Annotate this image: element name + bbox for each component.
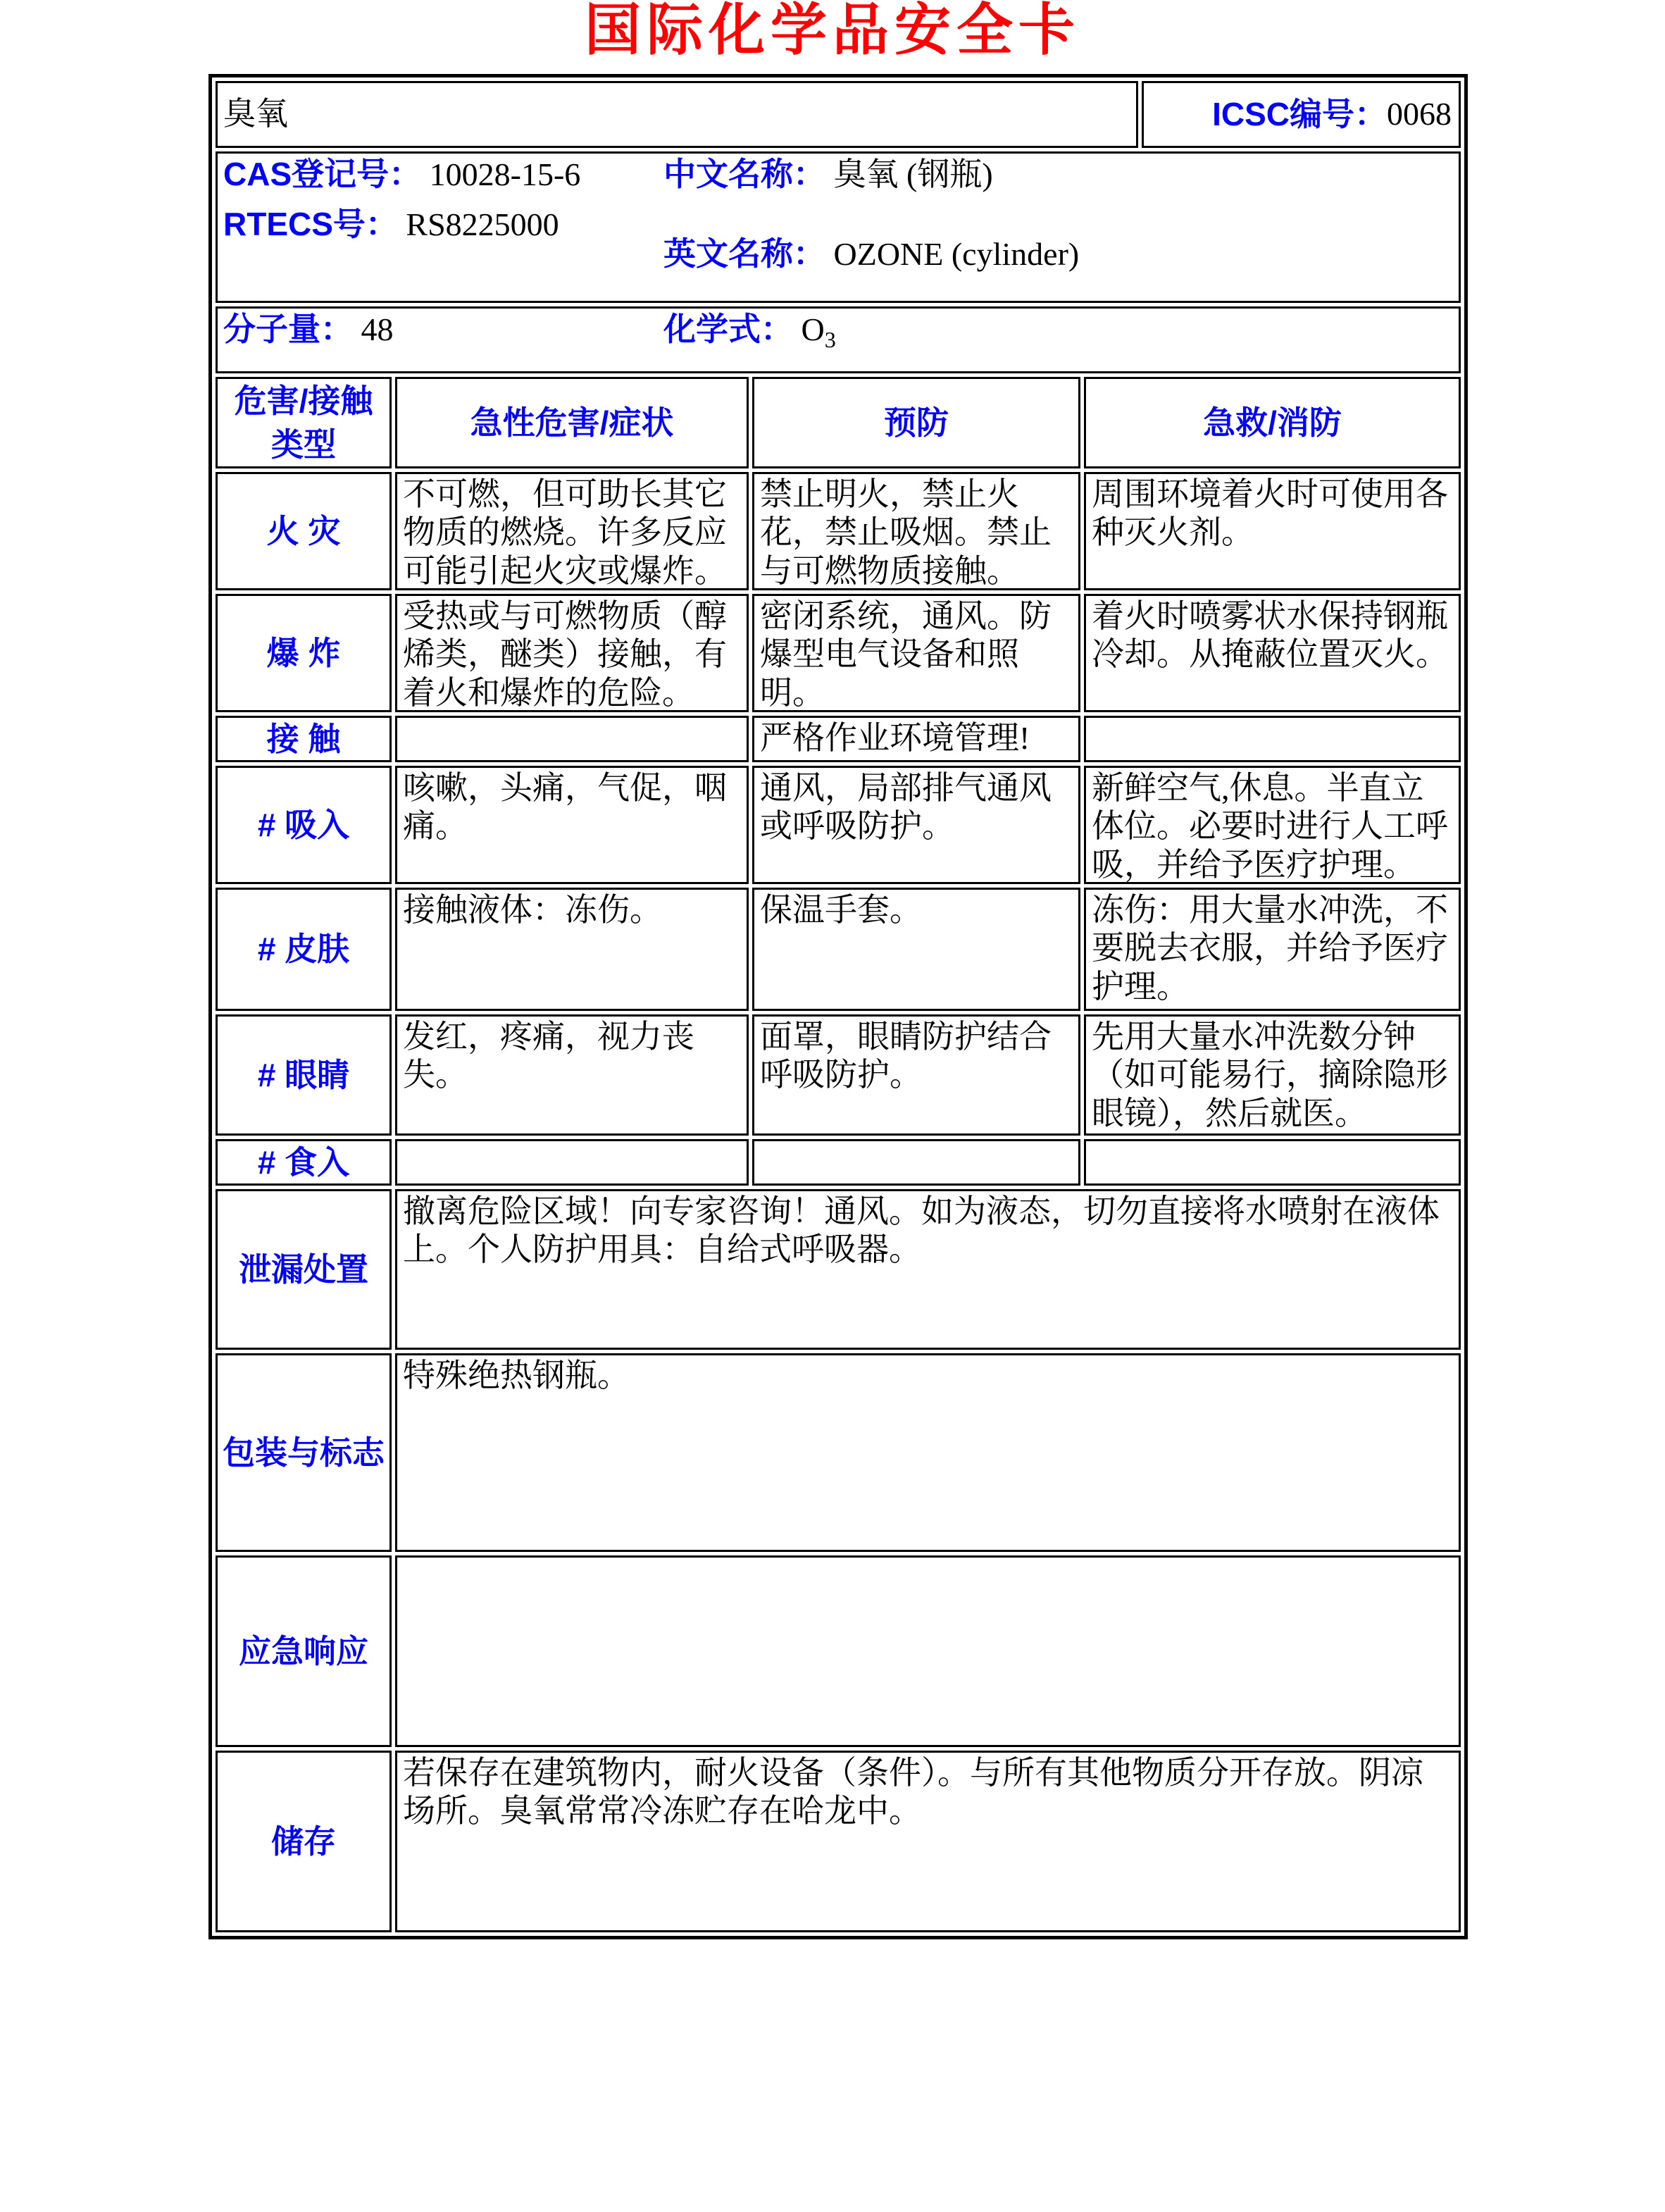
rtecs-line (223, 205, 663, 244)
substance-name-cell (216, 81, 1138, 148)
row-fire (216, 472, 1461, 590)
contact-prevention-cell: 严格作业环境管理! (752, 716, 1080, 762)
packaging-labelling-label: 包装与标志 (216, 1353, 392, 1552)
inhalation-symptoms-cell: 咳嗽，头痛，气促，咽痛。 (395, 766, 749, 884)
inhalation-first-aid-cell: 新鲜空气,休息。半直立体位。必要时进行人工呼吸，并给予医疗护理。 (1084, 766, 1461, 884)
row-identifiers (216, 151, 1461, 303)
rtecs-value: RS8225000 (406, 206, 559, 243)
eyes-first-aid-cell: 先用大量水冲洗数分钟（如可能易行，摘除隐形眼镜），然后就医。 (1084, 1014, 1461, 1136)
eyes-prevention-cell: 面罩，眼睛防护结合呼吸防护。 (752, 1014, 1080, 1136)
row-substance-name (216, 81, 1461, 148)
row-spill-disposal (216, 1189, 1461, 1350)
row-packaging-labelling (216, 1353, 1461, 1552)
row-storage (216, 1751, 1461, 1932)
header-hazard-type: 危害/接触 类型 (216, 377, 392, 468)
emergency-response-content (395, 1555, 1461, 1747)
registry-numbers-block (223, 155, 663, 244)
inhalation-prevention-cell: 通风，局部排气通风或呼吸防护。 (752, 766, 1080, 884)
header-symptoms: 急性危害/症状 (395, 377, 749, 468)
molecular-weight-line (223, 310, 663, 349)
substance-names-block (663, 155, 1453, 274)
icsc-number-value: 0068 (1387, 96, 1452, 132)
explosion-label: 爆 炸 (216, 594, 392, 712)
chemical-formula-label: 化学式： (663, 311, 793, 347)
row-inhalation (216, 766, 1461, 884)
page-title: 国际化学品安全卡 (585, 0, 1080, 62)
contact-label: 接 触 (216, 716, 392, 762)
row-molecular-data (216, 306, 1461, 373)
english-name-line (663, 235, 1453, 273)
chinese-name-line (663, 155, 1453, 194)
row-skin (216, 888, 1461, 1011)
chemical-formula-value: $O_3$ (801, 311, 836, 353)
rtecs-label: RTECS号： (223, 206, 398, 243)
ingestion-label: # 食入 (216, 1139, 392, 1186)
chinese-name-value: 臭氧 (钢瓶) (833, 156, 993, 192)
storage-content: 若保存在建筑物内，耐火设备（条件）。与所有其他物质分开存放。阴凉场所。臭氧常常冷冻贮存在哈龙中。 (395, 1751, 1461, 1932)
row-explosion (216, 594, 1461, 712)
row-emergency-response (216, 1555, 1461, 1747)
icsc-number-cell (1142, 81, 1461, 148)
cas-label: CAS登记号： (223, 156, 422, 192)
ingestion-first-aid-cell (1084, 1139, 1461, 1186)
eyes-label: # 眼睛 (216, 1014, 392, 1136)
row-contact (216, 716, 1461, 762)
fire-label: 火 灾 (216, 472, 392, 590)
molecular-data-cell (216, 306, 1461, 373)
explosion-first-aid-cell: 着火时喷雾状水保持钢瓶冷却。从掩蔽位置灭火。 (1084, 594, 1461, 712)
molecular-weight-value: 48 (361, 311, 394, 347)
chinese-name-label: 中文名称： (663, 156, 825, 192)
skin-label: # 皮肤 (216, 888, 392, 1011)
spill-disposal-content: 撤离危险区域！向专家咨询！通风。如为液态，切勿直接将水喷射在液体上。个人防护用具：自给式呼吸器。 (395, 1189, 1461, 1350)
skin-prevention-cell: 保温手套。 (752, 888, 1080, 1011)
eyes-symptoms-cell: 发红，疼痛，视力丧失。 (395, 1014, 749, 1136)
contact-first-aid-cell (1084, 716, 1461, 762)
explosion-symptoms-cell: 受热或与可燃物质（醇烯类，醚类）接触，有着火和爆炸的危险。 (395, 594, 749, 712)
safety-card (208, 74, 1468, 1939)
substance-name: 臭氧 (223, 96, 288, 132)
explosion-prevention-cell: 密闭系统，通风。防爆型电气设备和照明。 (752, 594, 1080, 712)
skin-first-aid-cell: 冻伤：用大量水冲洗，不要脱去衣服，并给予医疗护理。 (1084, 888, 1461, 1011)
skin-symptoms-cell: 接触液体：冻伤。 (395, 888, 749, 1011)
molecular-weight-label: 分子量： (223, 311, 353, 347)
english-name-value: OZONE (cylinder) (833, 236, 1080, 273)
row-eyes (216, 1014, 1461, 1136)
chemical-formula-line (663, 310, 1453, 354)
ingestion-prevention-cell (752, 1139, 1080, 1186)
english-name-label: 英文名称： (663, 235, 825, 273)
packaging-labelling-content: 特殊绝热钢瓶。 (395, 1353, 1461, 1552)
header-first-aid: 急救/消防 (1084, 377, 1461, 468)
table-header-row (216, 377, 1461, 468)
row-ingestion (216, 1139, 1461, 1186)
fire-prevention-cell: 禁止明火，禁止火花，禁止吸烟。禁止与可燃物质接触。 (752, 472, 1080, 590)
emergency-response-label: 应急响应 (216, 1555, 392, 1747)
identifiers-cell (216, 151, 1461, 303)
inhalation-label: # 吸入 (216, 766, 392, 884)
header-prevention: 预防 (752, 377, 1080, 468)
cas-line (223, 155, 663, 194)
icsc-number-label: ICSC编号： (1212, 96, 1387, 133)
spill-disposal-label: 泄漏处置 (216, 1189, 392, 1350)
fire-first-aid-cell: 周围环境着火时可使用各种灭火剂。 (1084, 472, 1461, 590)
fire-symptoms-cell: 不可燃，但可助长其它物质的燃烧。许多反应可能引起火灾或爆炸。 (395, 472, 749, 590)
storage-label: 储存 (216, 1751, 392, 1932)
cas-value: 10028-15-6 (429, 156, 581, 192)
ingestion-symptoms-cell (395, 1139, 749, 1186)
contact-symptoms-cell (395, 716, 749, 762)
